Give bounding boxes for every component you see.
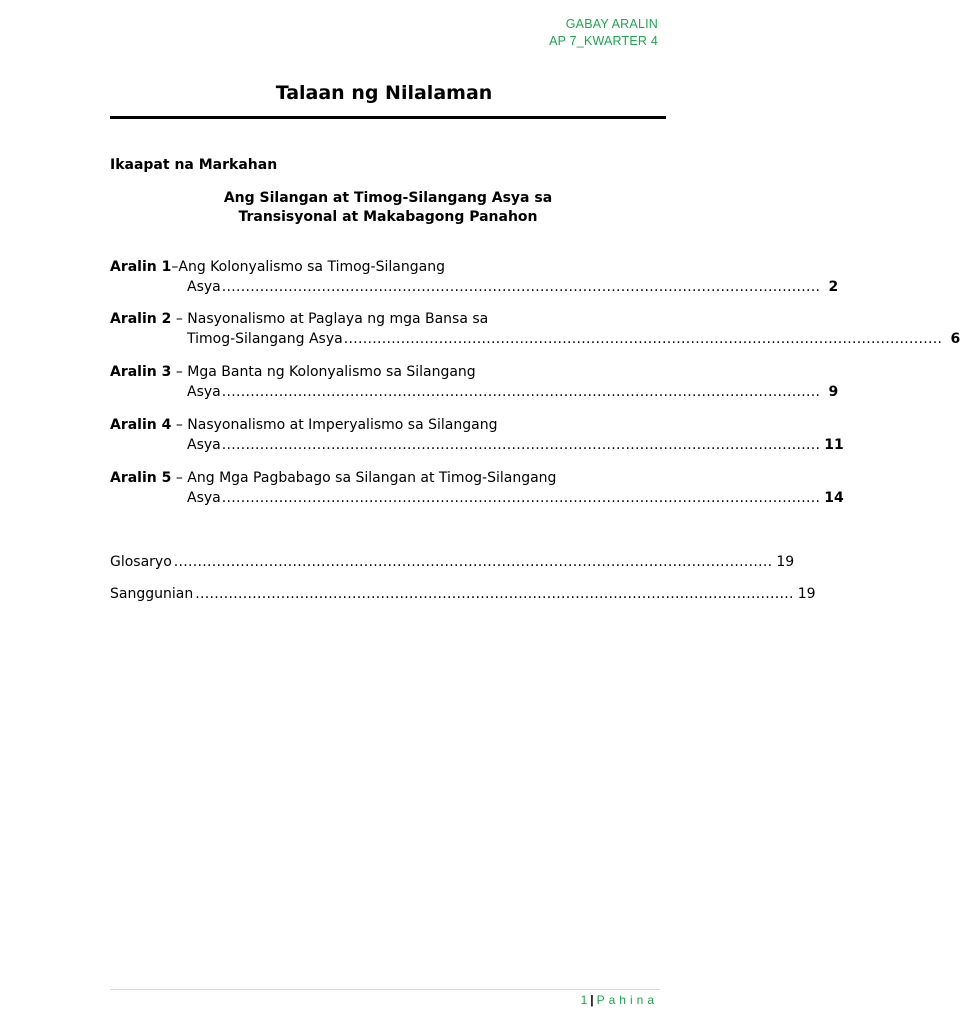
- entry-label: Sanggunian: [110, 586, 194, 602]
- dot-leader: ..............................................................................................................................: [173, 554, 773, 570]
- toc-entry-aralin-1[interactable]: [110, 257, 839, 297]
- toc-entry-aralin-5[interactable]: [110, 468, 844, 508]
- page-number: 6: [950, 331, 960, 347]
- dot-leader: ..............................................................................................................................: [343, 331, 943, 347]
- toc-entry-glosaryo[interactable]: [110, 552, 795, 572]
- lesson-continuation: Asya: [187, 384, 221, 400]
- footer-divider: [110, 989, 660, 990]
- dot-leader: ..............................................................................................................................: [195, 586, 794, 602]
- page-number: 19: [797, 586, 816, 602]
- footer-page-number: 1: [580, 993, 588, 1007]
- title-divider: [110, 116, 666, 119]
- dot-leader: ..............................................................................................................................: [221, 279, 821, 295]
- dot-leader: ..............................................................................................................................: [221, 490, 821, 506]
- lesson-continuation: Asya: [187, 437, 221, 453]
- lesson-continuation: Asya: [187, 279, 221, 295]
- lesson-label: Aralin 4: [110, 417, 172, 433]
- lesson-title: – Nasyonalismo at Imperyalismo sa Silangang: [171, 417, 498, 433]
- toc-entry-aralin-4[interactable]: [110, 415, 844, 455]
- dot-leader: ..............................................................................................................................: [221, 384, 821, 400]
- unit-subtitle: [110, 189, 666, 227]
- page-number: 14: [824, 490, 844, 506]
- toc-entry-aralin-2[interactable]: [110, 309, 960, 349]
- subtitle-line-1: Ang Silangan at Timog-Silangang Asya sa: [223, 190, 553, 206]
- lesson-title: – Ang Mga Pagbabago sa Silangan at Timog-Silangang: [171, 470, 557, 486]
- page-number: 2: [828, 279, 839, 295]
- page-footer: [581, 993, 658, 1007]
- subtitle-line-2: Transisyonal at Makabagong Panahon: [238, 209, 538, 225]
- lesson-label: Aralin 5: [110, 470, 172, 486]
- lesson-title: – Mga Banta ng Kolonyalismo sa Silangang: [171, 364, 476, 380]
- header-line-2: AP 7_KWARTER 4: [549, 34, 658, 48]
- footer-separator: |: [590, 993, 594, 1007]
- toc-entry-aralin-3[interactable]: [110, 362, 839, 402]
- lesson-label: Aralin 1: [110, 259, 172, 275]
- document-header: [549, 16, 658, 50]
- page-number: 9: [828, 384, 839, 400]
- toc-entry-sanggunian[interactable]: [110, 584, 816, 604]
- lesson-continuation: Asya: [187, 490, 221, 506]
- page-title: Talaan ng Nilalaman: [275, 82, 493, 104]
- lesson-continuation: Timog-Silangang Asya: [187, 331, 343, 347]
- entry-label: Glosaryo: [110, 554, 172, 570]
- page-number: 19: [776, 554, 795, 570]
- lesson-title: –Ang Kolonyalismo sa Timog-Silangang: [171, 259, 445, 275]
- page-number: 11: [824, 437, 844, 453]
- quarter-heading: Ikaapat na Markahan: [110, 157, 278, 173]
- dot-leader: ..............................................................................................................................: [221, 437, 821, 453]
- header-line-1: GABAY ARALIN: [565, 17, 658, 31]
- footer-page-word: Pahina: [596, 993, 658, 1007]
- lesson-label: Aralin 3: [110, 364, 172, 380]
- lesson-label: Aralin 2: [110, 311, 172, 327]
- lesson-title: – Nasyonalismo at Paglaya ng mga Bansa sa: [171, 311, 489, 327]
